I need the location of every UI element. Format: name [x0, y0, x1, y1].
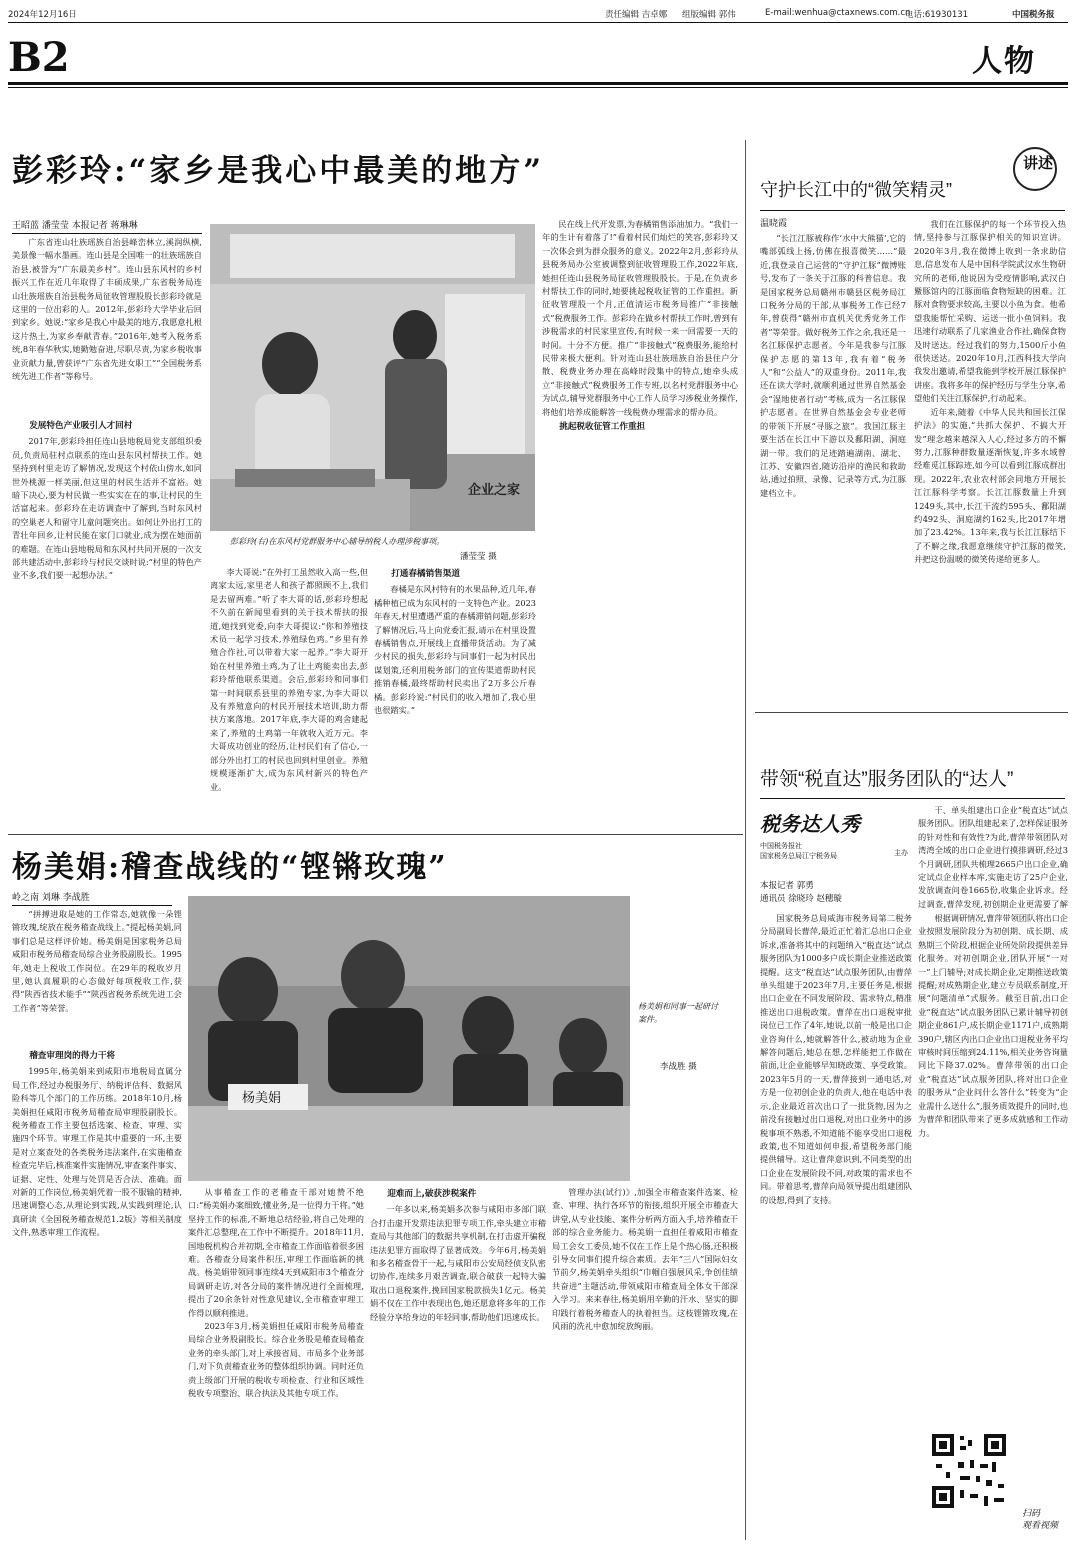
article2-subhead-2: 迎难而上,破获涉税案件: [387, 1189, 477, 1199]
qr-label-scan: 扫码: [1022, 1509, 1041, 1519]
article1-body-col1b: [12, 418, 202, 828]
article2-photo: [188, 896, 630, 1181]
sidebar2-body-col1: [760, 912, 912, 1540]
article1-body-col3: [374, 566, 536, 828]
responsible-editor: 责任编辑 吉卓娜: [605, 10, 668, 20]
email: E-mail:wenhua@ctaxnews.com.cn: [765, 8, 911, 18]
phone: 电话:61930131: [905, 10, 969, 20]
qr-label: [1022, 1508, 1058, 1532]
article2-caption: 杨美娟和同事一起研讨案件。: [638, 1002, 718, 1024]
sidebar2-author-reporter: 本报记者 郭勇: [760, 881, 814, 891]
article1-subhead-3: 挑起税收征管工作重担: [559, 422, 646, 433]
sidebar1-title: 守护长江中的“微笑精灵”: [760, 180, 952, 200]
photo-sign-text: 企业之家: [468, 483, 521, 498]
article2-body-col1b: [12, 1048, 182, 1540]
talent-show-logo: [760, 808, 910, 878]
newspaper-name: 中国税务报: [1012, 10, 1055, 20]
logo-org1: 中国税务报社: [760, 842, 802, 850]
article2-subhead-1: 稽查审理岗的得力干将: [29, 1051, 116, 1061]
article2-title: 杨美娟:稽查战线的“铿锵玫瑰”: [12, 850, 448, 885]
logo-text: 税务达人秀: [760, 812, 860, 836]
page-header: [0, 0, 1076, 28]
narrative-stamp-icon: [1012, 146, 1058, 192]
article1-paragraph: 李大哥说:“在外打工虽然收入高一些,但离家太远,家里老人和孩子都照顾不上,我们是去留两难。”听了李大哥的话,彭彩玲想起不久前在新闻里看到的关于技术帮扶的报道,她找到党委,向李大哥提议:“你和养殖技术员一起学习技术,养殖绿色鸡。”乡里有养殖合作社,可以带着大家一起养。”李大哥开始在村里养殖土鸡,为了让土鸡能卖出去,彭彩玲帮他联系渠道。会后,彭彩玲和同事们第一时间联系县里的养殖专家,为李大哥以及有养殖意向的村民开展技术培训,助力帮扶方案落地。2017年底,李大哥的鸡舍建起来了,养殖的土鸡第一年就收入近万元。李大哥成功创业的经历,让村民们有了信心,一部分外出打工的村民也回到村里创业。养殖规模逐渐扩大,成为东风村新兴的特色产业。: [210, 567, 368, 792]
sidebar1-paragraph: 近年来,随着《中华人民共和国长江保护法》的实施,“共抓大保护、不搞大开发”理念越来越深入人心,经过多方的不懈努力,江豚种群数量逐渐恢复,许多水域曾经难觅江豚踪迹,如今可以看到江豚成群出现。2022年,农业农村部会同地方开展长江江豚科学考察。长江江豚数量上升到1249头,其中,长江干流约595头、鄱阳湖约492头、洞庭湖约162头,比2017年增加了23.42%。13年来,我与长江江豚结下了不解之缘,我愿意继续守护江豚的微笑,并把这份温暖的微笑传递给更多人。: [914, 406, 1066, 565]
sidebar1-body-col2: [914, 218, 1066, 707]
sidebar1-body-col1: [760, 232, 906, 707]
logo-host: 主办: [894, 849, 908, 857]
article2-body-col2: [188, 1186, 364, 1540]
sidebar1-paragraph: 我们在江豚保护的每一个环节投入热情,坚持参与江豚保护相关的知识宣讲。2020年3月,我在微博上收到一条求助信息,信息发布人是中国科学院武汉水生物研究所的老师,他说因为受疫情影响,武汉白鱀豚馆内的江豚面临食物短缺的困难。江豚对食物要求较高,主要以小鱼为食。他希望我能帮忙采购、运送一批小鱼饲料。我迅速行动联系了几家渔业合作社,确保食物及时送达。经过我们的努力,1500斤小鱼很快送达。2020年10月,江西科技大学向我发出邀请,希望我能到学校开展江豚保护讲座。我将多年的保护经历与学生分享,希望他们关注江豚保护,行动起来。: [914, 219, 1066, 404]
sidebar2-paragraph: 国家税务总局威海市税务局第二税务分局副局长曹萍,最近正忙着汇总出口企业诉求,准备将其中的问题纳入“税直达”试点服务团队为1000多户成长期企业推送政策提醒。这支“税直达”试点服务团队,由曹萍单头组建于2023年7月,主要任务是,根据出口企业在不同发展阶段、需求特点,精准推送出口退税政策。曹萍在出口退税审批岗位已工作了4年,她说,以前一般是出口企业咨询什么,她就解答什么,被动地为企业解答问题后,她总在想,怎样能把工作做在前面,让企业能够早知晓政策、享受政策。2023年5月的一天,曹萍接到一通电话,对方是一位初创企业的负责人,他在电话中表示,企业最近首次出口了一批货物,因为之前没有接触过出口退税,对出口业务中的涉税事项不熟悉,不知道能不能享受出口退税政策,也不知道如何申报,希望税务部门能提供辅导。这让曹萍意识到,不同类型的出口企业在发展阶段不同,对政策的需求也不同。带着思考,曹萍向局领导提出组建团队的设想,得到了支持。: [760, 913, 912, 1205]
article1-paragraph: 春橘是东风村特有的水果品种,近几年,春橘种植已成为东风村的一支特色产业。2023年春天,村里遭遇严重的春橘滞销问题,彭彩玲了解情况后,马上向党委汇报,请示在村里设置春橘销售点,开展线上直播带货活动。为了减少村民的损失,彭彩玲与同事们一起为村民出谋划策,还利用税务部门的宣传渠道帮助村民推销春橘,最终帮助村民卖出了2万多公斤春橘。彭彩玲说:“村民们的收入增加了,我心里也很踏实。”: [374, 584, 536, 716]
article1-title: 彭彩玲:“家乡是我心中最美的地方”: [12, 153, 545, 189]
article2-paragraph: “拼搏进取是她的工作常态,她就像一朵铿锵玫瑰,绽放在税务稽查战线上。”提起杨美娟,同事们总是这样评价她。杨美娟是国家税务总局咸阳市税务局稽查局综合业务股副股长。1995年,她走上税收工作岗位。在29年的税收岁月里,她认真履职的心态做好每项税收工作,获得“陕西省技术能手”“陕西省税务系统先进工会工作者”等荣誉。: [12, 909, 182, 1013]
article2-paragraph: 一年多以来,杨美娟多次参与咸阳市多部门联合打击虚开发票违法犯罪专项工作,牵头建立市稽查局与其他部门的数据共享机制,在打击虚开骗税违法犯罪方面取得了显著成效。今年6月,杨美娟和多名稽查骨干一起,与咸阳市公安局经侦支队密切协作,连续多月艰苦调查,联合破获一起特大骗取出口退税案件,挽回国家税款损失1亿元。杨美娟不仅在工作中表现出色,她还愿意将多年的工作经验分享给身边的年轻同事,帮助他们迅速成长。: [370, 1204, 546, 1322]
article1-paragraph: 民在线上代开发票,为春橘销售添油加力。“我们一年的生计有着落了!”看着村民们灿烂的笑容,彭彩玲又一次体会到为群众服务的意义。2022年2月,彭彩玲从县税务局办公室被调整到征收管理股工作,2022年底,她担任连山县税务局征收管理股股长。于是,在负责乡村帮扶工作的同时,她要挑起税收征管的工作重担。新征收管理股一个月,正值清运市税务局推广“非接触式”税费服务工作。彭彩玲在做乡村帮扶工作时,曾到有涉税需求的村民家里宣传,有时候一来一回需要一天的时间。十分不方便。推广“非接触式”税费服务,能给村民带来极大便利。针对连山县壮族瑶族自治县住户分散、税费业务办理在高峰时段集中的特点,她牵头成立“非接触式”税费服务工作专班,以名村党群服务中心为试点,辅导党群服务中心工作人员学习涉税业务操作,将他们培养成能解答一线税费办理需求的帮办员。: [542, 219, 738, 417]
article2-photo-credit: 李战胜 摄: [660, 1062, 697, 1072]
sidebar2-title: 带领“税直达”服务团队的“达人”: [760, 769, 1014, 790]
issue-date: 2024年12月16日: [8, 10, 77, 20]
narrative-stamp: [1012, 146, 1058, 192]
article1-subhead-2: 打通春橘销售渠道: [391, 569, 460, 579]
sidebar2-author-correspondent: 通讯员 徐晓玲 赵穗璇: [760, 894, 842, 904]
article1-body-col1: [12, 236, 202, 416]
qr-label-watch: 观看视频: [1022, 1521, 1059, 1531]
article1-caption: 彭彩玲(右)在东风村党群服务中心辅导纳税人办理涉税事项。: [230, 537, 445, 546]
article1-body-col4: [542, 218, 738, 828]
meeting-scene-image: [188, 896, 630, 1181]
article1-byline: 王昭蓝 潘莹莹 本报记者 蒋琳琳: [12, 218, 202, 234]
article2-paragraph: 从事稽查工作的老稽查干部对她赞不绝口:“杨美娟办案细致,懂业务,是一位得力干将。”她坚持工作的标准,不断地总结经验,将自己处理的案件汇总整理,在工作中不断提升。2018年11月,国地税机构合并初期,全市稽查工作面临着很多困难。各稽查分局案件积压,审理工作面临新的挑战。杨美娟带领同事连续4天到咸阳市3个稽查分局调研走访,对各分局的案件情况进行全面梳理,提出了20余条针对性意见建议,全市稽查审理工作得以顺利推进。: [188, 1187, 364, 1318]
article2-byline: 岭之南 刘琳 李战胜: [12, 890, 172, 906]
sidebar2-body-top: [918, 804, 1068, 908]
section-name: 人物: [972, 44, 1036, 79]
layout-editor: 组版编辑 郭伟: [682, 10, 736, 20]
logo-org2: 国家税务总局江宁税务局: [760, 852, 837, 860]
nameplate-text: 杨美娟: [242, 1091, 282, 1106]
office-scene-image: [210, 224, 535, 531]
article1-photo: [210, 224, 535, 531]
sidebar1-author: 温晓霞: [760, 219, 788, 229]
article2-body-col4: [552, 1186, 738, 1540]
page-number: B2: [8, 34, 70, 81]
sidebar2-paragraph: 干、单头组建出口企业“税直达”试点服务团队。团队组建起来了,怎样保证服务的针对性和有效性?为此,曹萍带领团队对湾湾全域的出口企业进行摸排调研,经过3个月调研,团队共梳理2665户出口企业,确定试点企业样本库,实施走访了25户企业,发放调查问卷1665份,收集企业诉求。经过调查,曹萍发现,初创期企业更需要了解: [918, 805, 1068, 908]
article1-photo-credit: 潘莹莹 摄: [460, 552, 497, 562]
article1-paragraph: 2017年,彭彩玲担任连山县地税局党支部组织委员,负责局驻村点联系的连山县东风村帮扶工作。她坚持到村里走访了解情况,发现这个村依山傍水,如同世外桃源一样美丽,但这里的村民生活并不富裕。她暗下决心,要为村民做一些实实在在的事,让村民的生活富起来。彭彩玲在走访调查中了解到,当时东风村的空巢老人和留守儿童问题突出。如何让外出打工的青壮年回乡,让村民能在家门口就业,成为摆在她面前的难题。在连山县地税局和东风村共同开展的一次支部共建活动中,彭彩玲与村民交谈时说:“村里的特色产业不多,我们要一起想办法。”: [12, 436, 202, 581]
article2-body-col3: [370, 1186, 546, 1540]
sidebar2-body-col2: [918, 912, 1068, 1422]
sidebar1-paragraph: “长江江豚被称作‘水中大熊猫’,它的嘴部弧线上扬,仿佛在报喜微笑……”最近,我登录自己运营的“守护江豚”微博账号,发布了一条关于江豚的科普信息。我是国家税务总局赣州市赣县区税务局江口税务分局的干部,从事税务工作已经7年,曾获得“赣州市直机关优秀党务工作者”等荣誉。做好税务工作之余,我还是一名江豚保护志愿者。今年是我参与江豚保护志愿的第13年,我有着“税务人”和“公益人”的双重身份。2011年,我还在读大学时,就顺利通过世界自然基金会“湿地使者行动”考核,成为一名江豚保护志愿者。在世界自然基金会专业老师的带领下开展“寻豚之旅”。我国江豚主要生活在长江中下游以及鄱阳湖、洞庭湖一带。我们的足迹踏遍湖南、湖北、江苏、安徽四省,随访沿岸的渔民和救助站,通过拍照、录像、记录等方式,为江豚建档立卡。: [760, 233, 906, 498]
article2-paragraph: 2023年3月,杨美娟担任咸阳市税务局稽查局综合业务股副股长。综合业务股是稽查局稽查业务的牵头部门,对上承接省局、市局多个业务部门,对下负责稽查业务的整体组织协调。同时还负责上级部门开展的税收专项检查、行业和区域性税收专项整治、联合执法及其他专项工作。: [188, 1321, 364, 1399]
article1-subhead-1: 发展特色产业吸引人才回村: [29, 421, 133, 431]
article1-paragraph: 广东省连山壮族瑶族自治县峰峦林立,溪润纵横,美景像一幅水墨画。连山县是全国唯一的壮族瑶族自治县,被誉为“广东最美乡村”。连山县东风村的乡村振兴工作在近几年取得了丰硕成果,广东省税务局连山壮族瑶族自治县税务局征收管理股股长彭彩玲就是这里的一位出彩的人。2012年,彭彩玲大学毕业后回到家乡。她说:“家乡是我心中最美的地方,我愿意扎根这片热土,为家乡奉献青春。”2016年,她考入税务系统,8年春华秋实,她勤勉奋进,尽职尽责,为家乡税收事业贡献力量,曾获评“广东省先进女职工”“全国税务系统先进工作者”等称号。: [12, 237, 202, 382]
stamp-text: 讲述: [1023, 154, 1054, 172]
article2-paragraph: 管理办法(试行)》,加强全市稽查案件选案、检查、审理、执行各环节的衔接,组织开展全市稽查大讲堂,从专业技能、案件分析两方面入手,培养稽查干部的综合业务能力。杨美娟一直担任着咸阳市稽查局工会女工委员,她不仅在工作上是个热心肠,还积极引导女同事们提升综合素质。去年“三八”国际妇女节前夕,杨美娟牵头组织“巾帼自强展风采,争创佳绩共奋进”主题活动,带领咸阳市稽查局全体女干部深入学习。来来春往,杨美娟用辛勤的汗水、坚实的脚印践行着税务稽查人的执着担当。这枝铿锵玫瑰,在风雨的洗礼中愈加绽放绚丽。: [552, 1187, 738, 1332]
sidebar2-authors: [760, 880, 842, 906]
article2-body-col1: [12, 908, 182, 1048]
qr-code[interactable]: [930, 1432, 1008, 1510]
qr-code-icon: [930, 1432, 1008, 1510]
article2-paragraph: 1995年,杨美娟来到咸阳市地税局直属分局工作,经过办税服务厅、纳税评估科、数据风险科等几个部门的工作历练。2018年10月,杨美娟担任咸阳市税务局稽查局审理股副股长。税务稽查工作主要包括选案、检查、审理、实施四个环节。审理工作是其中重要的一环,主要是对立案查处的各类税务违法案件,在实施稽查检查完毕后,核准案件实施情况,审查案件事实、证据、定性、处理与处罚是否合法、准确。面对新的工作岗位,杨美娟凭着一股不服输的精神,迅速调整心态,从理论到实践,从实践到理论,认真研读《全国税务稽查规范1.2版》等相关制度文件,熟悉审理工作流程。: [12, 1066, 182, 1238]
sidebar2-paragraph: 根据调研情况,曹萍带领团队将出口企业按照发展阶段分为初创期、成长期、成熟期三个阶段,根据企业所处阶段提供差异化服务。对初创期企业,团队开展“一对一”上门辅导;对成长期企业,定期推送政策提醒;对成熟期企业,建立专员联系制度,开展“问题清单”式服务。截至目前,出口企业“税直达”试点服务团队已累计辅导初创期企业861户,成长期企业1171户,成熟期390户,辖区内出口企业出口退税业务平均审核时间压缩到24.11%,相关业务咨询量同比下降37.02%。曹萍带领的出口企业“税直达”试点服务团队,将对出口企业的服务从“企业问什么答什么”转变为“企业需什么送什么”,服务质效提升的同时,也为曹萍和团队带来了更多成就感和工作动力。: [918, 913, 1068, 1138]
article1-body-col2: [210, 566, 368, 828]
